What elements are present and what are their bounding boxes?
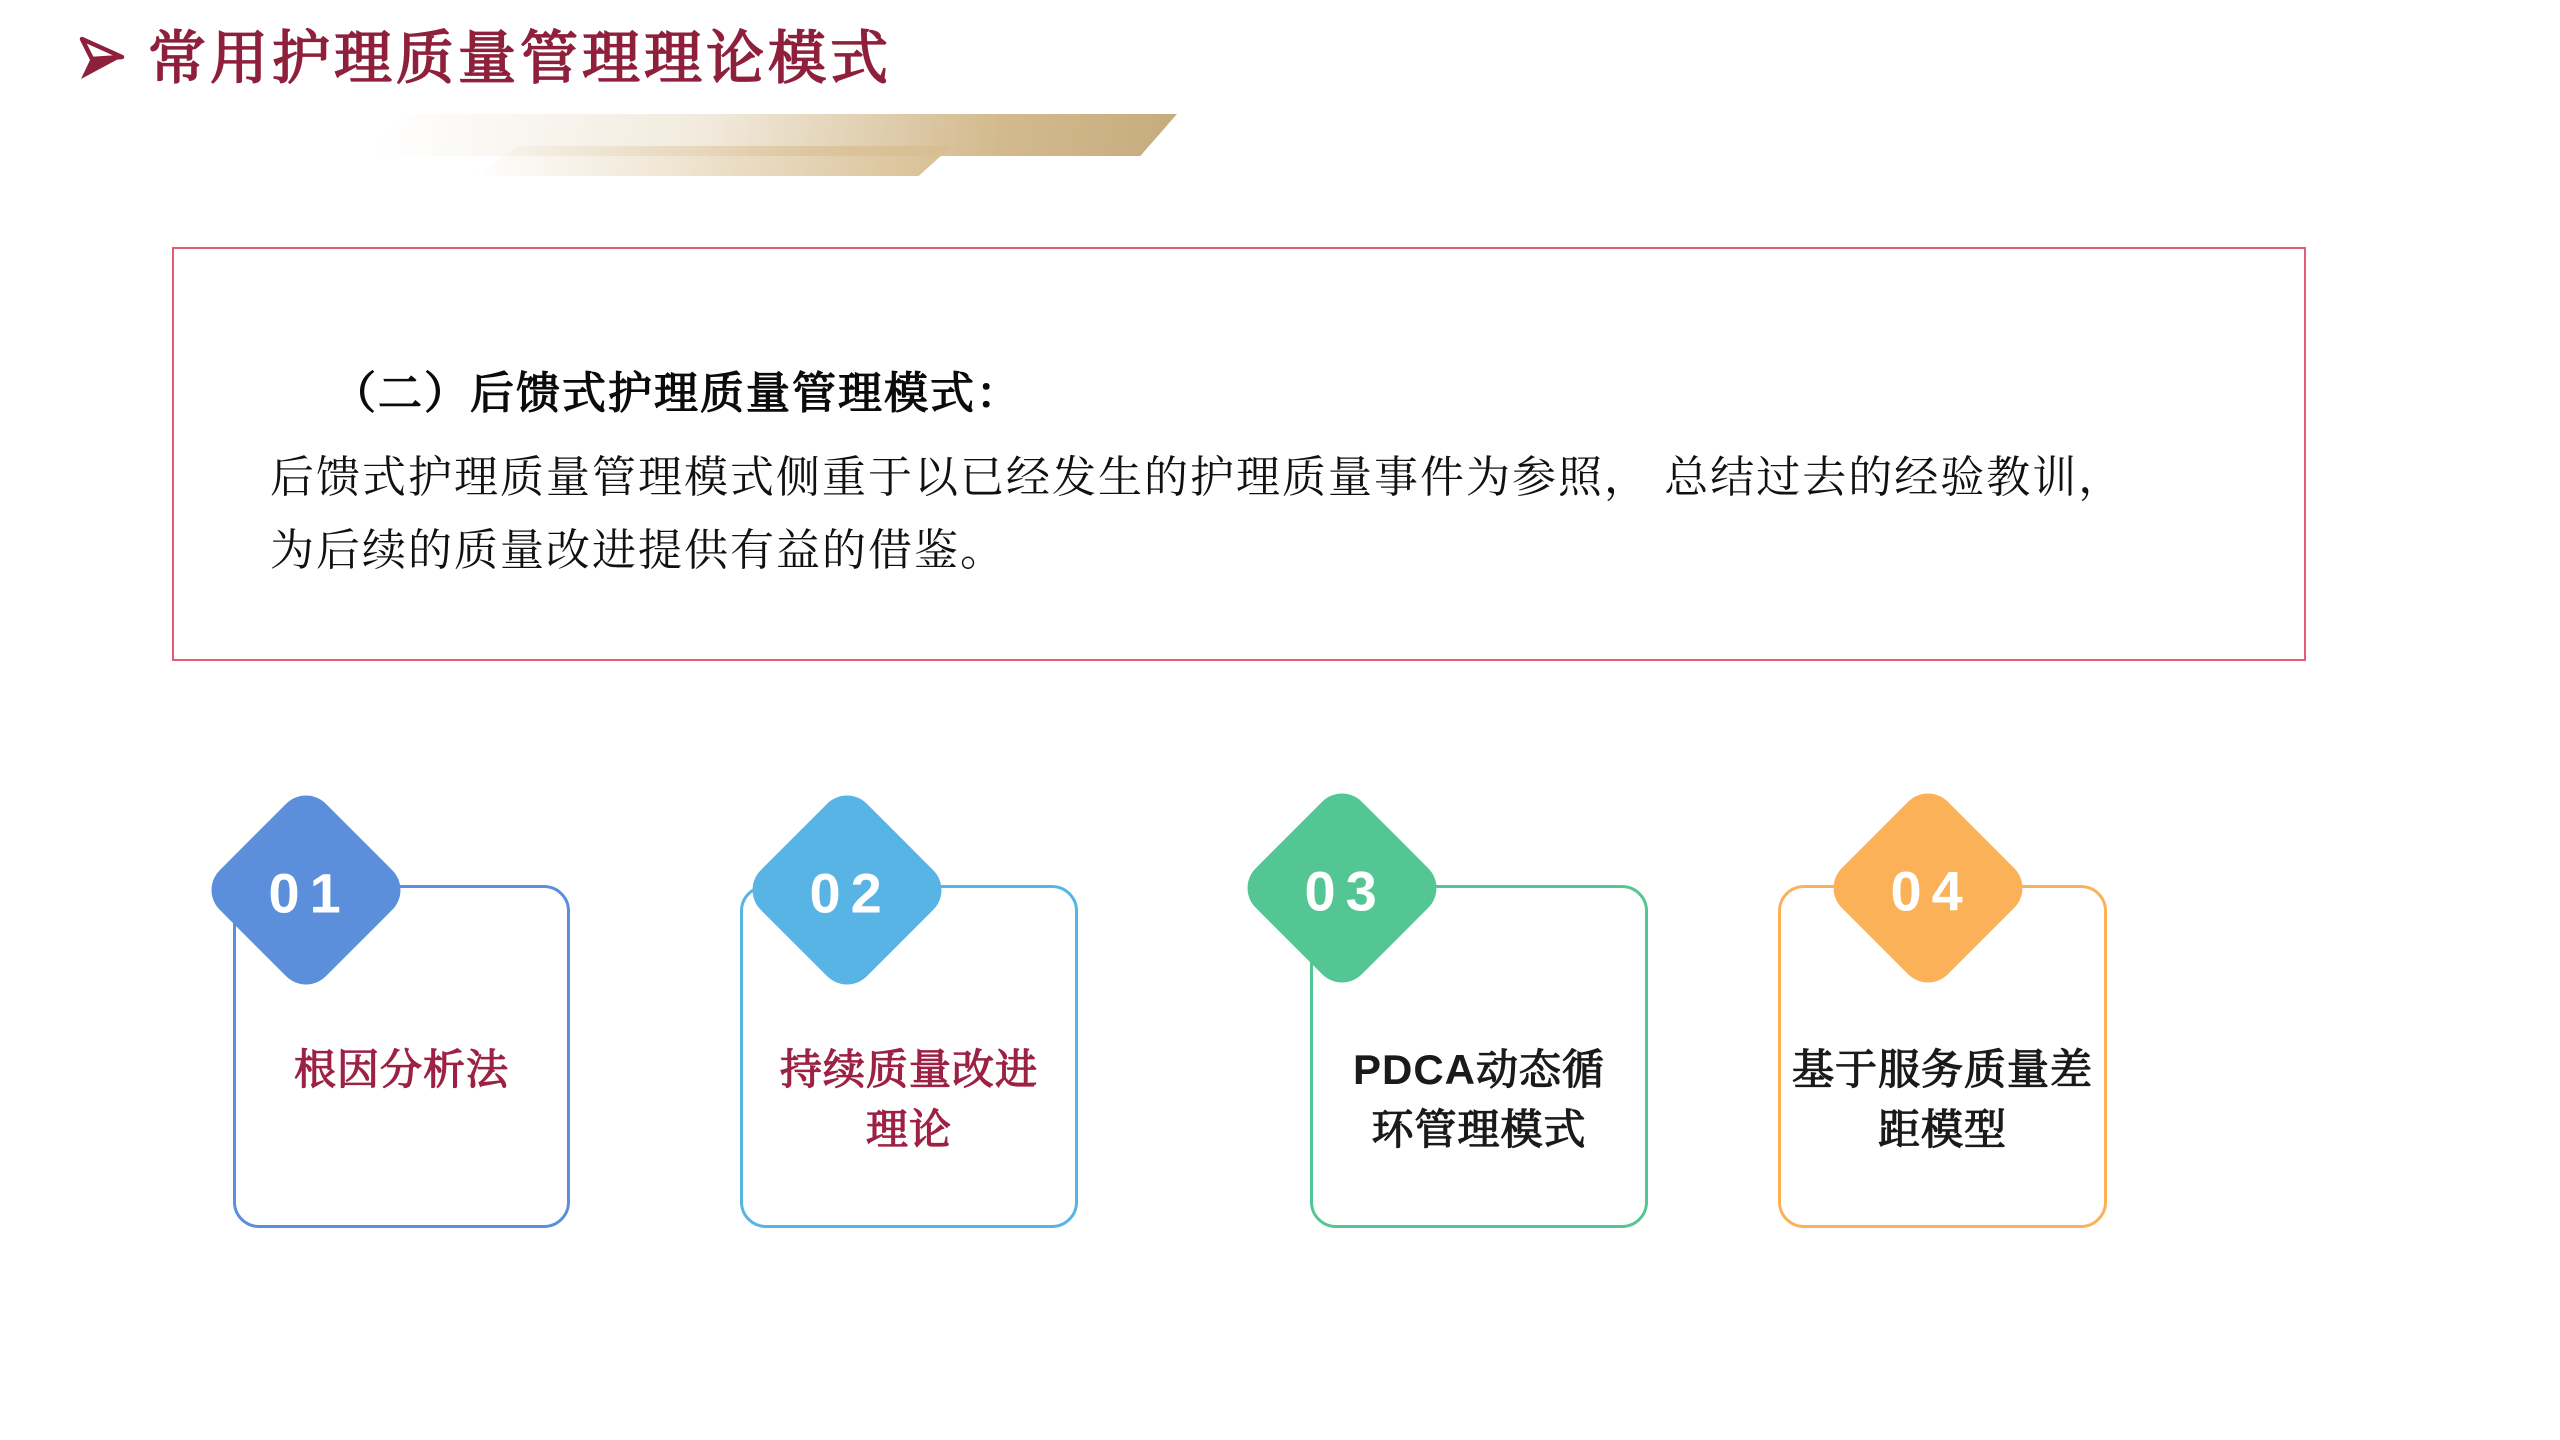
card-number: 01: [268, 861, 351, 925]
card-label-line-1: PDCA动态循: [1352, 1046, 1605, 1093]
card-label-line-1: 根因分析法: [293, 1046, 509, 1093]
card-number: 03: [1304, 859, 1387, 923]
card-label: [1290, 1040, 1668, 1160]
decorative-swoosh-small: [474, 146, 952, 176]
card-label-line-1: 基于服务质量差: [1791, 1046, 2093, 1093]
card-label: [720, 1040, 1098, 1160]
card-continuous-quality-improvement: [740, 861, 1078, 1228]
card-label: [213, 1040, 590, 1100]
definition-heading: （二）后馈式护理质量管理模式：: [332, 369, 1022, 418]
card-number: 02: [809, 861, 892, 925]
definition-box: [172, 247, 2306, 661]
definition-body-line-2: 为后续的质量改进提供有益的借鉴。: [270, 526, 1006, 575]
card-service-quality-gap-model: [1778, 859, 2107, 1228]
card-root-cause-analysis: [233, 861, 570, 1228]
card-pdca-dynamic-cycle: [1304, 859, 1648, 1228]
card-label: [1758, 1040, 2127, 1160]
card-label-line-1: 持续质量改进: [779, 1046, 1038, 1093]
definition-body-line-1: 后馈式护理质量管理模式侧重于以已经发生的护理质量事件为参照， 总结过去的经验教训，: [270, 453, 2125, 502]
card-label-line-2: 距模型: [1877, 1106, 2007, 1153]
card-label-line-2: 环管理模式: [1371, 1106, 1587, 1153]
card-label-line-2: 理论: [865, 1106, 952, 1153]
card-number: 04: [1890, 859, 1973, 923]
title-row: [76, 26, 892, 92]
definition-body: [270, 441, 2264, 587]
page-title: 常用护理质量管理理论模式: [148, 26, 893, 91]
arrowhead-bullet-icon: [76, 33, 128, 85]
